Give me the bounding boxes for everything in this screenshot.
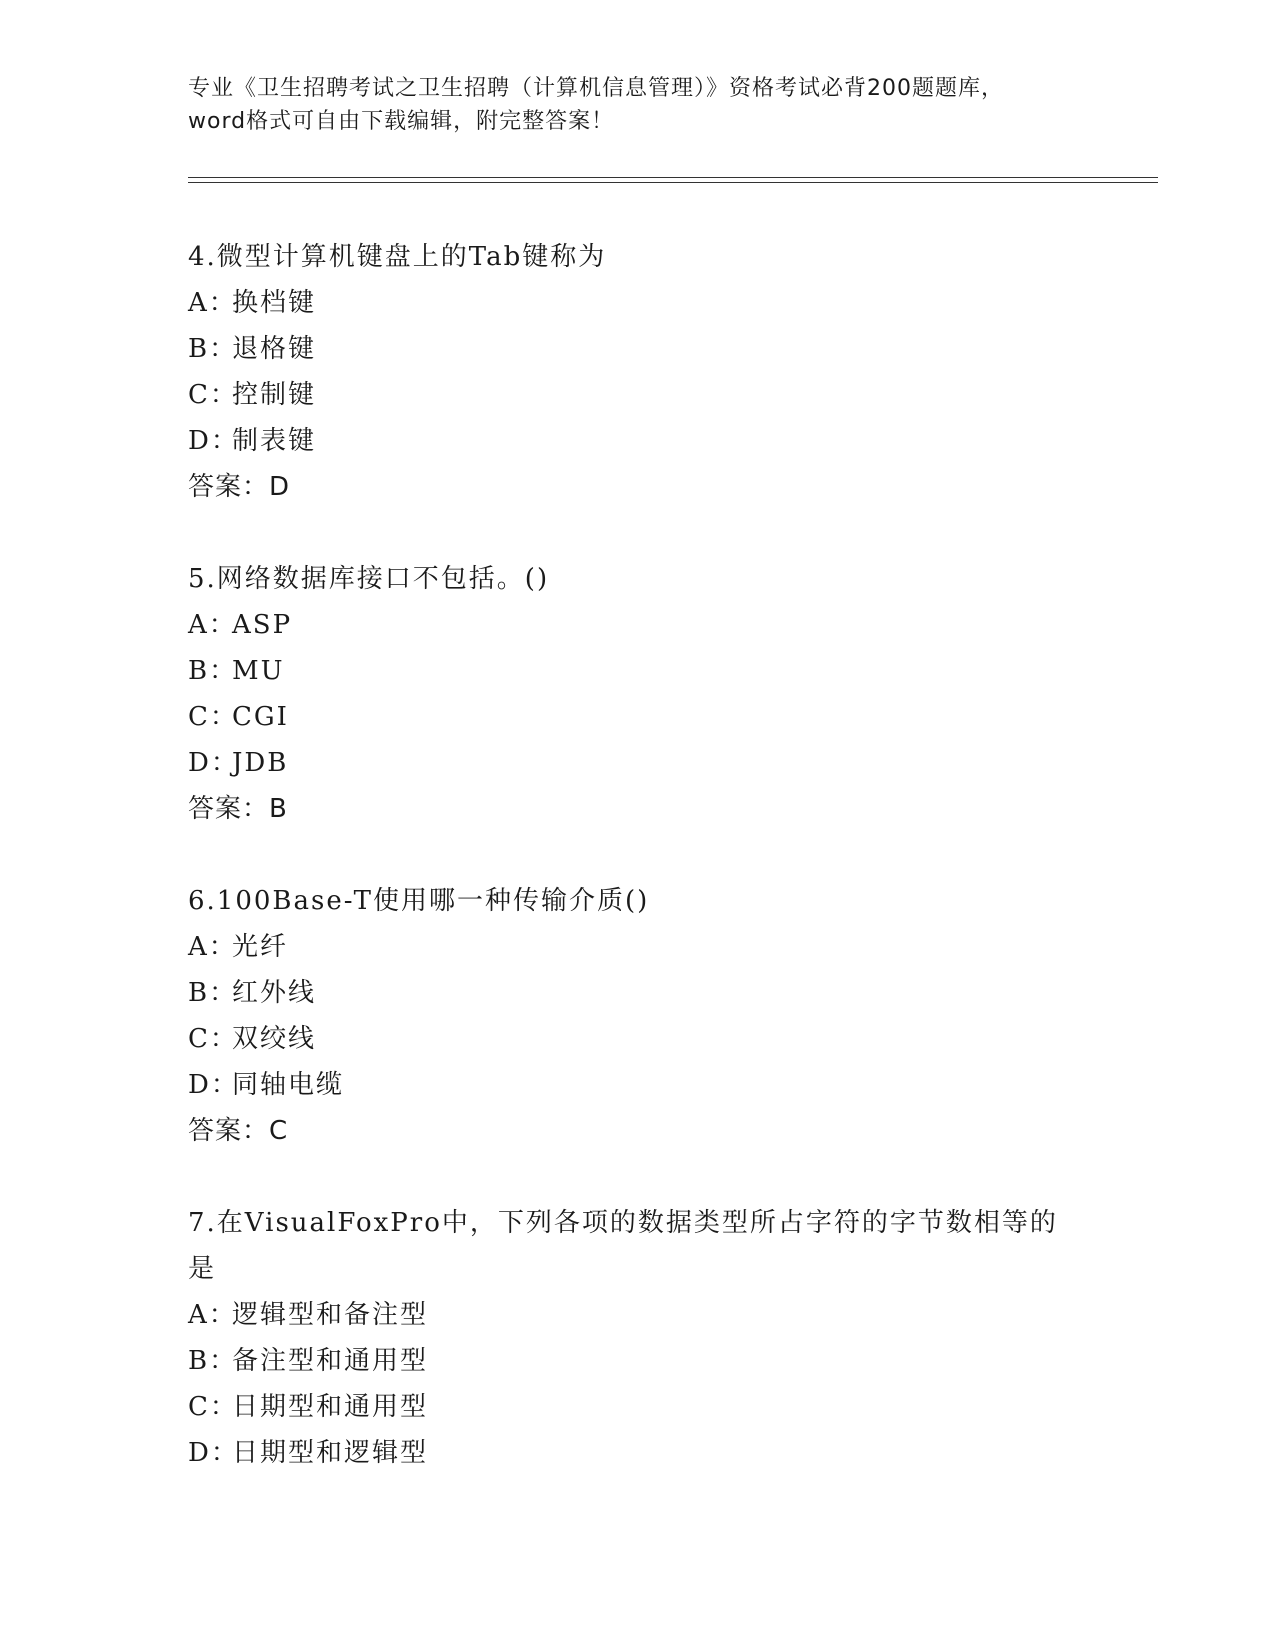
option-a <box>188 924 1088 970</box>
option-label: C： <box>188 380 238 410</box>
question-stem-line-2: 是 <box>188 1254 217 1284</box>
option-text: 备注型和通用型 <box>232 1346 429 1376</box>
answer: 答案：D <box>188 472 291 502</box>
question-stem: 6.100Base-T使用哪一种传输介质() <box>188 886 650 916</box>
option-d <box>188 418 1088 464</box>
question-4 <box>188 234 1088 510</box>
question-5 <box>188 556 1088 832</box>
option-label: C： <box>188 702 238 732</box>
option-text: 光纤 <box>232 932 289 962</box>
option-d <box>188 740 1088 786</box>
option-b <box>188 648 1088 694</box>
option-text: 控制键 <box>232 380 317 410</box>
option-b <box>188 326 1088 372</box>
option-text: 逻辑型和备注型 <box>232 1300 429 1330</box>
header-line-1: 专业《卫生招聘考试之卫生招聘（计算机信息管理）》资格考试必背200题题库， <box>188 76 1004 101</box>
option-a <box>188 602 1088 648</box>
question-6 <box>188 878 1088 1154</box>
option-label: D： <box>188 1070 239 1100</box>
answer: 答案：C <box>188 1116 289 1146</box>
option-text: JDB <box>232 748 289 778</box>
option-label: A： <box>188 932 237 962</box>
option-label: D： <box>188 1438 239 1468</box>
option-label: A： <box>188 1300 237 1330</box>
option-label: D： <box>188 426 239 456</box>
option-text: MU <box>232 656 285 686</box>
option-label: B： <box>188 978 238 1008</box>
option-label: B： <box>188 1346 238 1376</box>
option-text: 同轴电缆 <box>232 1070 345 1100</box>
header-line-2: word格式可自由下载编辑，附完整答案！ <box>188 109 615 134</box>
option-text: 退格键 <box>232 334 317 364</box>
option-c <box>188 694 1088 740</box>
option-a <box>188 1292 1088 1338</box>
option-label: D： <box>188 748 239 778</box>
option-text: 换档键 <box>232 288 317 318</box>
option-c <box>188 372 1088 418</box>
header-divider-bottom <box>188 182 1158 183</box>
option-label: A： <box>188 610 237 640</box>
question-stem-line-1: 7.在VisualFoxPro中，下列各项的数据类型所占字符的字节数相等的 <box>188 1208 1058 1238</box>
option-label: B： <box>188 656 238 686</box>
option-c <box>188 1384 1088 1430</box>
question-7 <box>188 1200 1088 1476</box>
question-stem: 5.网络数据库接口不包括。() <box>188 564 550 594</box>
option-d <box>188 1062 1088 1108</box>
question-list <box>188 234 1088 1522</box>
question-stem: 4.微型计算机键盘上的Tab键称为 <box>188 242 607 272</box>
option-text: 红外线 <box>232 978 317 1008</box>
option-c <box>188 1016 1088 1062</box>
header-divider-top <box>188 177 1158 178</box>
option-text: 制表键 <box>232 426 317 456</box>
document-header <box>188 72 1088 138</box>
option-text: 日期型和通用型 <box>232 1392 429 1422</box>
option-b <box>188 1338 1088 1384</box>
option-text: CGI <box>232 702 289 732</box>
option-label: C： <box>188 1392 238 1422</box>
option-d <box>188 1430 1088 1476</box>
option-a <box>188 280 1088 326</box>
option-text: 日期型和逻辑型 <box>232 1438 429 1468</box>
option-text: 双绞线 <box>232 1024 317 1054</box>
option-label: C： <box>188 1024 238 1054</box>
option-text: ASP <box>232 610 293 640</box>
option-label: A： <box>188 288 237 318</box>
option-label: B： <box>188 334 238 364</box>
answer: 答案：B <box>188 794 288 824</box>
option-b <box>188 970 1088 1016</box>
